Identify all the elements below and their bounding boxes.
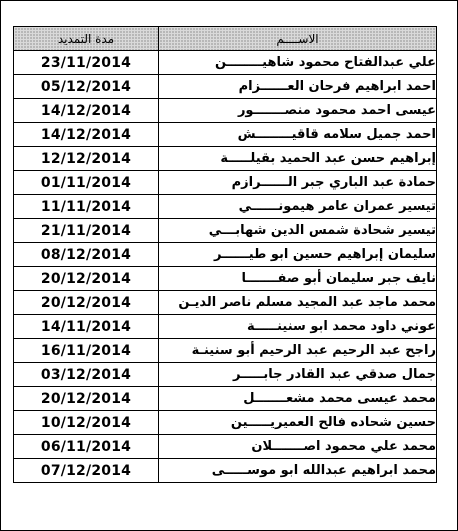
extension-date: 08/12/2014 xyxy=(14,243,159,267)
table-row xyxy=(14,339,437,363)
extension-date: 01/11/2014 xyxy=(14,171,159,195)
person-name: احمد جميل سلامه قاقيــــــــش xyxy=(159,123,437,147)
extension-date: 03/12/2014 xyxy=(14,363,159,387)
table-row xyxy=(14,147,437,171)
table-row xyxy=(14,387,437,411)
person-name: محمد علي محمود اصـــــــلان xyxy=(159,435,437,459)
header-row xyxy=(14,27,437,51)
person-name: نايف جبر سليمان أبو صفـــــــا xyxy=(159,267,437,291)
header-date: مدة التمديد xyxy=(14,27,159,51)
extension-date: 23/11/2014 xyxy=(14,51,159,75)
table-row xyxy=(14,123,437,147)
person-name: حمادة عبد الباري جبر الــــــرازم xyxy=(159,171,437,195)
extension-table xyxy=(13,26,437,483)
person-name: راجح عبد الرحيم عبد الرحيم أبو سنينـة xyxy=(159,339,437,363)
person-name: تيسير شحادة شمس الدين شهابـــي xyxy=(159,219,437,243)
person-name: محمد ماجد عبد المجيد مسلم ناصر الديـن xyxy=(159,291,437,315)
person-name: محمد عيسى محمد مشعـــــــل xyxy=(159,387,437,411)
extension-date: 20/12/2014 xyxy=(14,291,159,315)
extension-date: 20/12/2014 xyxy=(14,267,159,291)
extension-date: 21/11/2014 xyxy=(14,219,159,243)
table-row xyxy=(14,99,437,123)
table-row xyxy=(14,219,437,243)
person-name: علي عبدالفتاح محمود شاهيــــــــن xyxy=(159,51,437,75)
table-row xyxy=(14,171,437,195)
table-row xyxy=(14,195,437,219)
person-name: احمد ابراهيم فرحان العــــــزام xyxy=(159,75,437,99)
extension-date: 14/11/2014 xyxy=(14,315,159,339)
table-row xyxy=(14,435,437,459)
person-name: إبراهيم حسن عبد الحميد بقيلـــــة xyxy=(159,147,437,171)
table-row xyxy=(14,243,437,267)
person-name: حسين شحاده فالح العميريـــــين xyxy=(159,411,437,435)
table-row xyxy=(14,315,437,339)
extension-date: 14/12/2014 xyxy=(14,99,159,123)
table-row xyxy=(14,267,437,291)
header-name: الاســــم xyxy=(159,27,437,51)
person-name: جمال صدقي عبد القادر جابـــــر xyxy=(159,363,437,387)
person-name: سليمان إبراهيم حسين ابو طيــــــر xyxy=(159,243,437,267)
extension-date: 11/11/2014 xyxy=(14,195,159,219)
extension-date: 05/12/2014 xyxy=(14,75,159,99)
extension-date: 16/11/2014 xyxy=(14,339,159,363)
extension-date: 10/12/2014 xyxy=(14,411,159,435)
table-row xyxy=(14,363,437,387)
person-name: محمد ابراهيم عبدالله ابو موســـــى xyxy=(159,459,437,483)
table-row xyxy=(14,75,437,99)
extension-date: 20/12/2014 xyxy=(14,387,159,411)
person-name: عيسى احمد محمود منصـــــــور xyxy=(159,99,437,123)
table-row xyxy=(14,411,437,435)
extension-date: 06/11/2014 xyxy=(14,435,159,459)
table-row xyxy=(14,51,437,75)
table-header xyxy=(14,27,437,51)
table-row xyxy=(14,459,437,483)
extension-date: 14/12/2014 xyxy=(14,123,159,147)
person-name: تيسير عمران عامر هيمونــــــي xyxy=(159,195,437,219)
table-body xyxy=(14,51,437,483)
extension-date: 12/12/2014 xyxy=(14,147,159,171)
person-name: عوني داود محمد ابو سنينـــــة xyxy=(159,315,437,339)
table-row xyxy=(14,291,437,315)
extension-date: 07/12/2014 xyxy=(14,459,159,483)
